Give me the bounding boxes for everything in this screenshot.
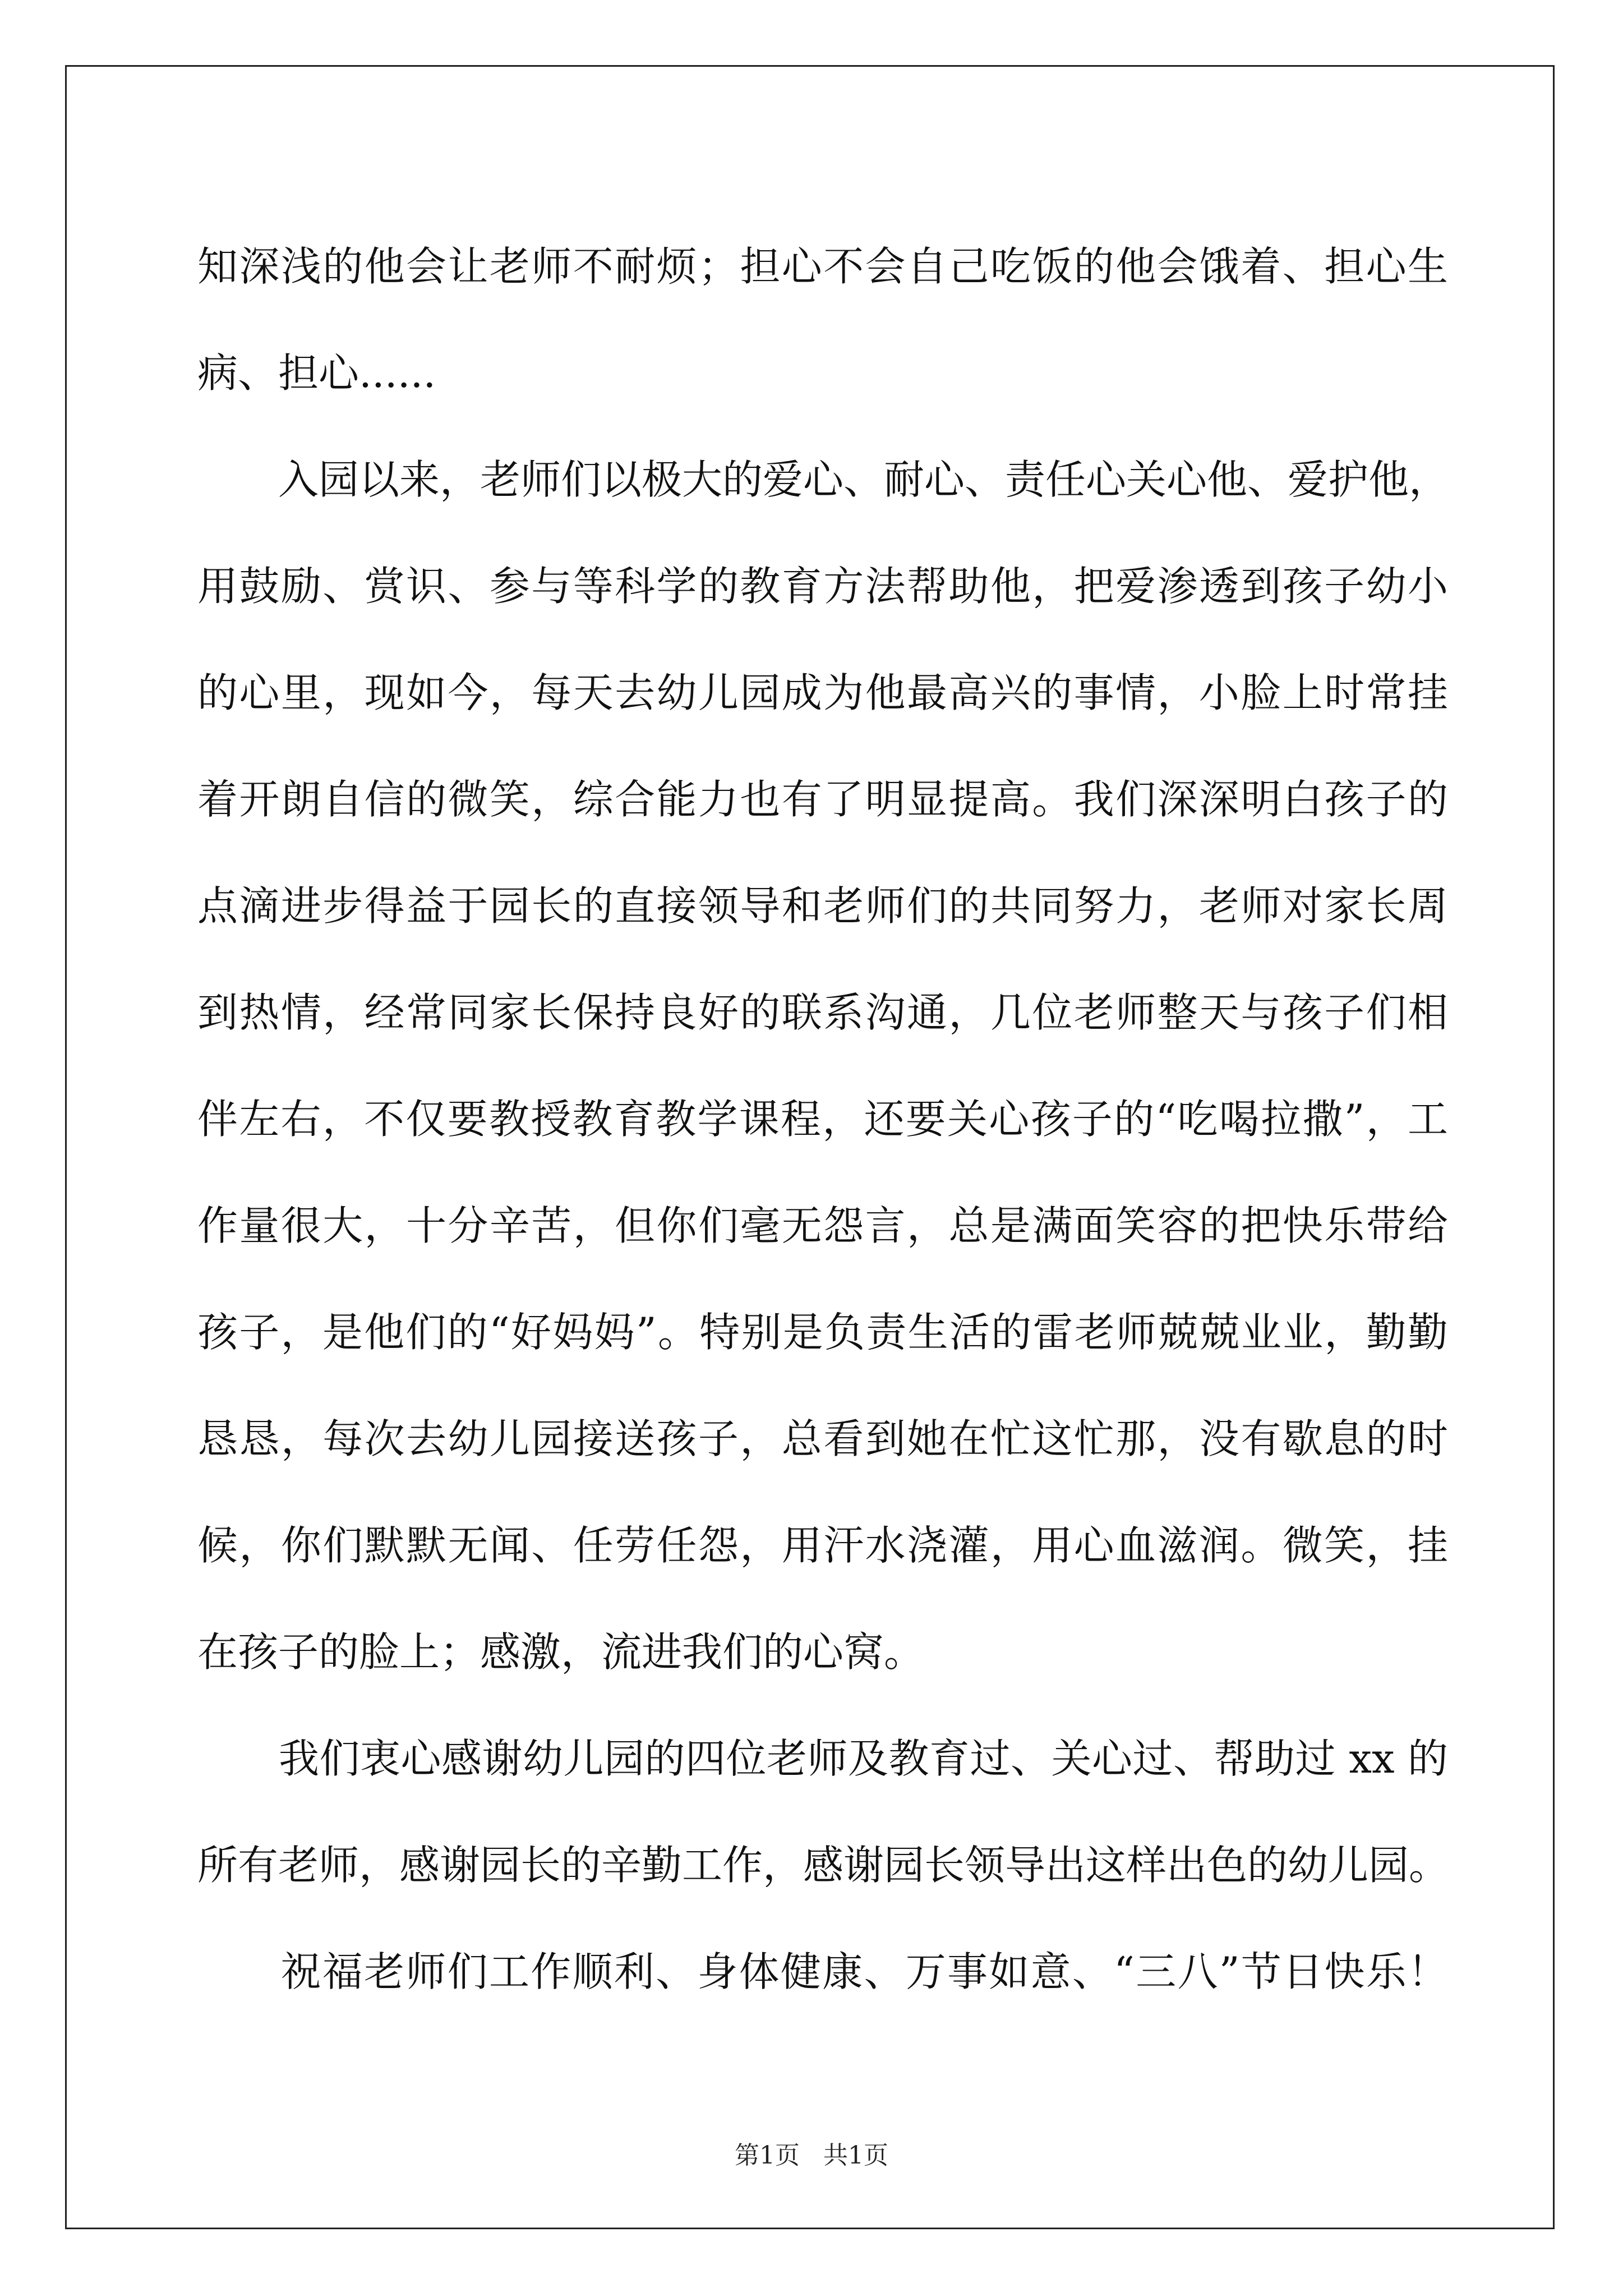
text-line: 恳恳，每次去幼儿园接送孩子，总看到她在忙这忙那，没有歇息的时 [197, 1415, 1448, 1462]
text-line: 病、担心...... [197, 349, 436, 397]
text-line: 着开朗自信的微笑，综合能力也有了明显提高。我们深深明白孩子的 [197, 776, 1448, 823]
text-line: 孩子，是他们的“好妈妈”。特别是负责生活的雷老师兢兢业业，勤勤 [197, 1309, 1448, 1356]
text-line: 候，你们默默无闻、任劳任怨，用汗水浇灌，用心血滋润。微笑，挂 [197, 1522, 1448, 1569]
text-line: 伴左右，不仅要教授教育教学课程，还要关心孩子的“吃喝拉撒”，工 [197, 1096, 1448, 1143]
page-number-footer: 第1页 共1页 [735, 2141, 888, 2170]
text-line: 祝福老师们工作顺利、身体健康、万事如意、“三八”节日快乐！ [197, 1948, 1448, 1995]
text-line: 知深浅的他会让老师不耐烦；担心不会自己吃饭的他会饿着、担心生 [197, 243, 1448, 290]
text-line: 的心里，现如今，每天去幼儿园成为他最高兴的事情，小脸上时常挂 [197, 669, 1448, 716]
text-line: 到热情，经常同家长保持良好的联系沟通，几位老师整天与孩子们相 [197, 989, 1448, 1036]
text-line: 用鼓励、赏识、参与等科学的教育方法帮助他，把爱渗透到孩子幼小 [197, 563, 1448, 610]
text-line: 入园以来，老师们以极大的爱心、耐心、责任心关心他、爱护他， [197, 456, 1450, 503]
text-line: 作量很大，十分辛苦，但你们毫无怨言，总是满面笑容的把快乐带给 [197, 1202, 1448, 1249]
text-line: 我们衷心感谢幼儿园的四位老师及教育过、关心过、帮助过 xx 的 [197, 1735, 1448, 1782]
text-line: 所有老师，感谢园长的辛勤工作，感谢园长领导出这样出色的幼儿园。 [197, 1842, 1450, 1889]
document-body [197, 213, 1448, 2025]
text-line: 在孩子的脸上；感激，流进我们的心窝。 [197, 1628, 925, 1676]
text-line: 点滴进步得益于园长的直接领导和老师们的共同努力，老师对家长周 [197, 882, 1448, 930]
